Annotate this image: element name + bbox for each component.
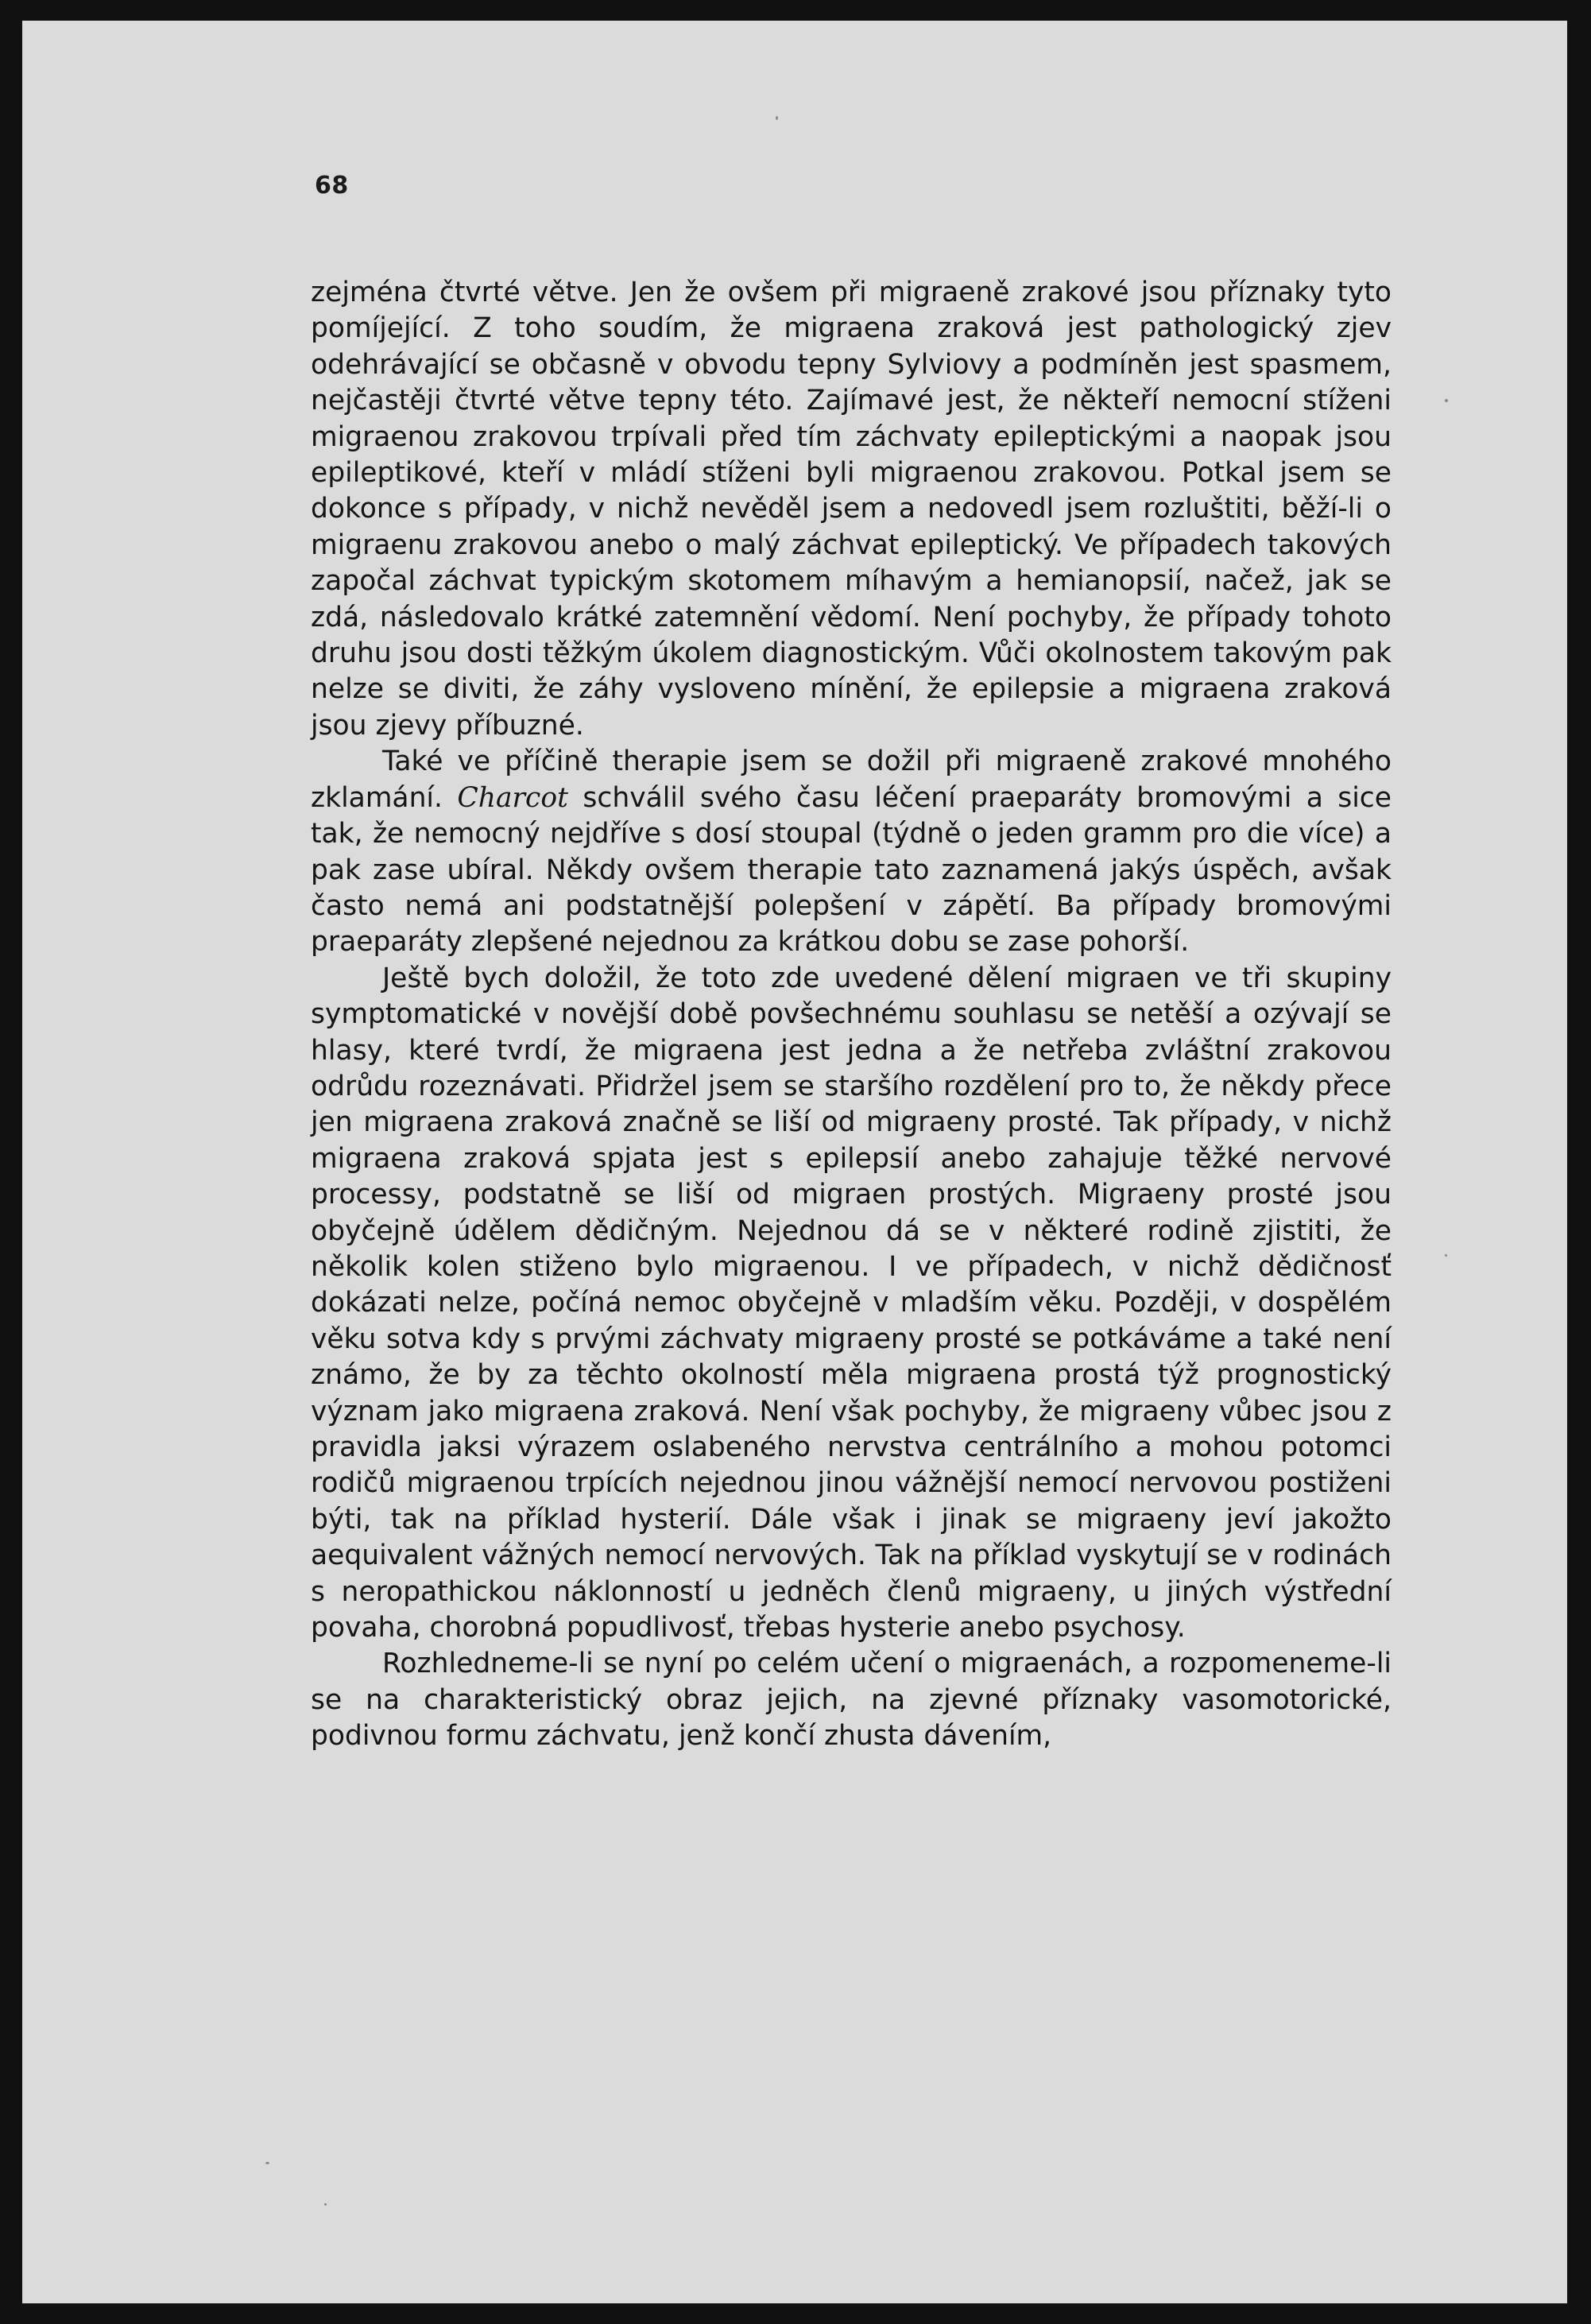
paragraph-2 <box>311 744 1392 960</box>
scan-speck <box>265 2162 269 2164</box>
page-number: 68 <box>315 172 349 199</box>
scan-speck <box>324 2203 327 2206</box>
scan-speck <box>1445 1254 1447 1257</box>
scan-speck <box>776 116 778 120</box>
paragraph-2-text-start: Také ve příčině therapie jsem se dožil při migraeně zrakové mnohého zklamání. <box>311 746 1392 814</box>
paragraph-1: zejména čtvrté větve. Jen že ovšem při migraeně zrakové jsou příznaky tyto pomíjející. Z toho soudím, že migraena zraková jest pathologický zjev odehrávající se občasně v obvodu tepny Sylviovy a podmíněn jest spasmem, nejčastěji čtvrté větve tepny této. Zajímavé jest, že někteří nemocní stíženi migraenou zrakovou trpívali před tím záchvaty epileptickými a naopak jsou epileptikové, kteří v mládí stíženi byli migraenou zrakovou. Potkal jsem se dokonce s případy, v nichž nevěděl jsem a nedovedl jsem rozluštiti, běží-li o migraenu zrakovou anebo o malý záchvat epileptický. Ve případech takových započal záchvat typickým skotomem míhavým a hemianopsií, načež, jak se zdá, následovalo krátké zatemnění vědomí. Není pochyby, že případy tohoto druhu jsou dosti těžkým úkolem diagnostickým. Vůči okolnostem takovým pak nelze se diviti, že záhy vysloveno mínění, že epilepsie a migraena zraková jsou zjevy příbuzné. <box>311 277 1392 742</box>
author-name-charcot: Charcot <box>457 781 569 814</box>
paragraph-2-text-end: schválil svého času léčení praeparáty bromovými a sice tak, že nemocný nejdříve s dosí stoupal (týdně o jeden gramm pro die více) a pak zase ubíral. Někdy ovšem therapie tato zaznamená jakýs úspěch, avšak často nemá ani podstatnější polepšení v zápětí. Ba případy bromovými praeparáty zlepšené nejednou za krátkou dobu se zase pohorší. <box>311 781 1392 959</box>
scanned-page <box>22 21 1567 2303</box>
paragraph-3: Ještě bych doložil, že toto zde uvedené dělení migraen ve tři skupiny symptomatické v novější době povšechnému souhlasu se netěší a ozývají se hlasy, které tvrdí, že migraena jest jedna a že netřeba zvláštní zrakovou odrůdu rozeznávati. Přidržel jsem se staršího rozdělení pro to, že někdy přece jen migraena zraková značně se liší od migraeny prosté. Tak případy, v nichž migraena zraková spjata jest s epilepsií anebo zahajuje těžké nervové processy, podstatně se liší od migraen prostých. Migraeny prosté jsou obyčejně údělem dědičným. Nejednou dá se v některé rodině zjistiti, že několik kolen stiženo bylo migraenou. I ve případech, v nichž dědičnosť dokázati nelze, počíná nemoc obyčejně v mladším věku. Později, v dospělém věku sotva kdy s prvými záchvaty migraeny prosté se potkáváme a také není známo, že by za těchto okolností měla migraena prostá týž prognostický význam jako migraena zraková. Není však pochyby, že migraeny vůbec jsou z pravidla jaksi výrazem oslabeného nervstva centrálního a mohou potomci rodičů migraenou trpících nejednou jinou vážnější nemocí nervovou postiženi býti, tak na příklad hysterií. Dále však i jinak se migraeny jeví jakožto aequivalent vážných nemocí nervových. Tak na příklad vyskytují se v rodinách s neropathickou náklonností u jedněch členů migraeny, u jiných výstřední povaha, chorobná popudlivosť, třebas hysterie anebo psychosy. <box>311 962 1392 1644</box>
scan-speck <box>1445 399 1448 402</box>
paragraph-4: Rozhledneme-li se nyní po celém učení o migraenách, a rozpomeneme-li se na charakteristický obraz jejich, na zjevné příznaky vasomotorické, podivnou formu záchvatu, jenž končí zhusta dávením, <box>311 1648 1392 1753</box>
body-text <box>311 275 1392 1755</box>
